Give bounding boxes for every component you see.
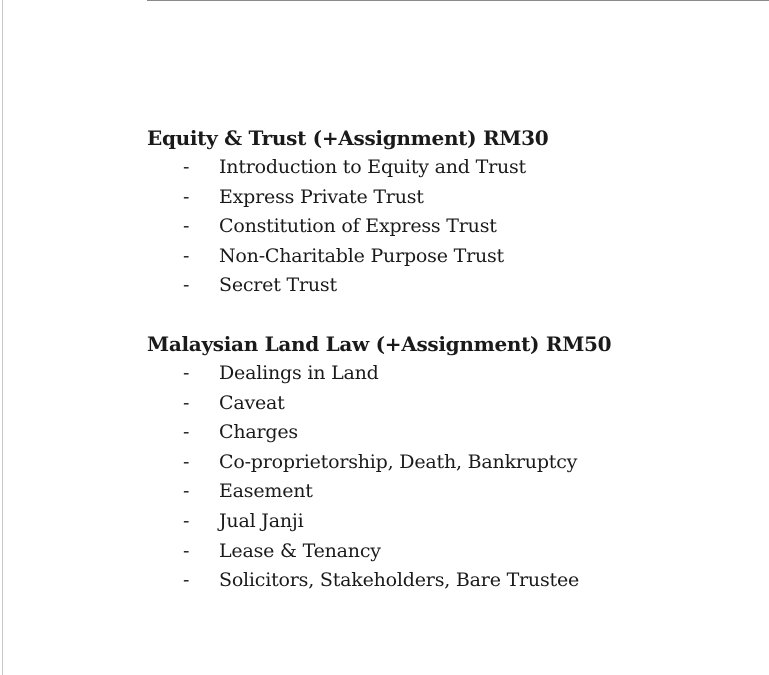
list-item-text: Constitution of Express Trust <box>219 215 497 238</box>
list-item <box>147 507 747 537</box>
list-item <box>147 183 747 213</box>
list-item <box>147 448 747 478</box>
list-item <box>147 153 747 183</box>
list-item <box>147 537 747 567</box>
list-item <box>147 242 747 272</box>
section-heading: Equity & Trust (+Assignment) RM30 <box>147 126 549 150</box>
page-top-border <box>147 0 769 1</box>
section-land-law <box>147 331 747 596</box>
list-bullet: - <box>183 215 190 238</box>
list-bullet: - <box>183 569 190 592</box>
list-item <box>147 418 747 448</box>
list-bullet: - <box>183 361 190 384</box>
list-item <box>147 359 747 389</box>
list-item <box>147 389 747 419</box>
section-heading: Malaysian Land Law (+Assignment) RM50 <box>147 331 612 356</box>
list-item-text: Co-proprietorship, Death, Bankruptcy <box>219 450 578 473</box>
page-left-border <box>2 0 3 675</box>
list-bullet: - <box>183 244 190 267</box>
topic-list <box>147 153 747 301</box>
list-item-text: Charges <box>219 421 298 444</box>
section-equity-trust <box>147 125 747 301</box>
list-item <box>147 477 747 507</box>
list-item-text: Jual Janji <box>219 509 304 532</box>
topic-list <box>147 359 747 596</box>
list-item <box>147 566 747 596</box>
list-item <box>147 212 747 242</box>
list-item-text: Express Private Trust <box>219 185 424 208</box>
list-bullet: - <box>183 421 190 444</box>
list-bullet: - <box>183 509 190 532</box>
list-item-text: Non-Charitable Purpose Trust <box>219 244 504 267</box>
list-item-text: Secret Trust <box>219 274 337 297</box>
list-bullet: - <box>183 156 190 178</box>
list-bullet: - <box>183 480 190 503</box>
list-item-text: Caveat <box>219 391 285 414</box>
list-item <box>147 271 747 301</box>
list-item-text: Solicitors, Stakeholders, Bare Trustee <box>219 569 580 592</box>
list-bullet: - <box>183 539 190 562</box>
list-bullet: - <box>183 185 190 208</box>
list-bullet: - <box>183 274 190 297</box>
document-body[interactable] <box>147 125 747 626</box>
list-bullet: - <box>183 391 190 414</box>
list-item-text: Introduction to Equity and Trust <box>219 156 526 178</box>
list-item-text: Dealings in Land <box>219 361 379 384</box>
list-item-text: Easement <box>219 480 313 503</box>
list-bullet: - <box>183 450 190 473</box>
list-item-text: Lease & Tenancy <box>219 539 381 562</box>
